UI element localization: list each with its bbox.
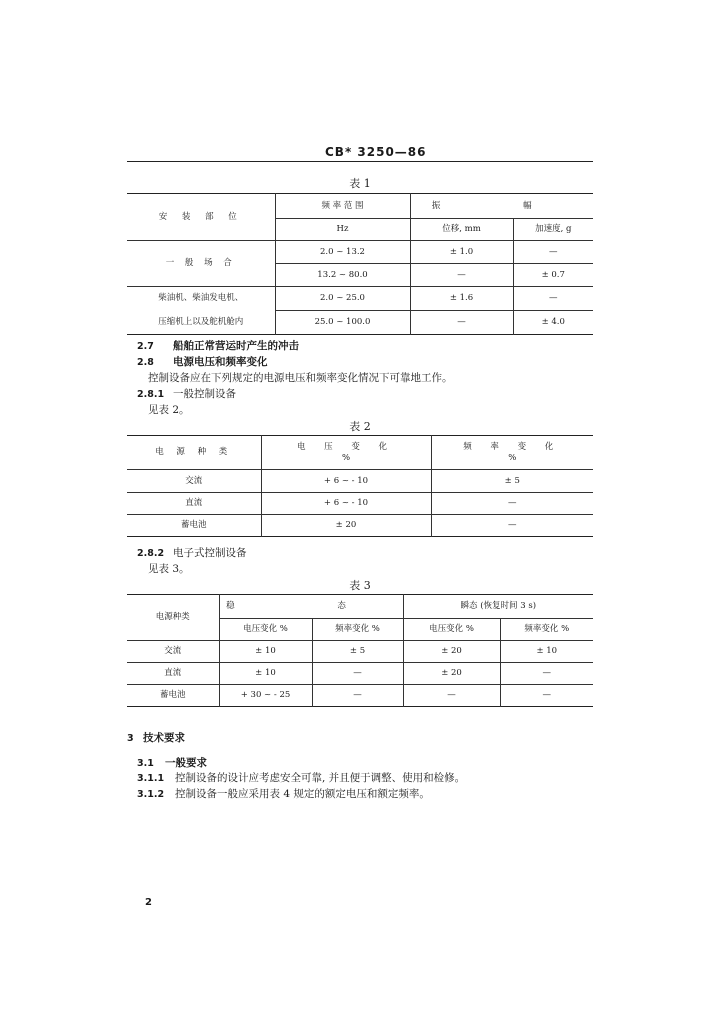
page-number: 2 [145, 897, 152, 908]
section-2-8 [137, 354, 268, 369]
table1-location-engine: 柴油机、柴油发电机、 [127, 287, 275, 311]
table-2 [127, 435, 593, 537]
table-row [127, 515, 593, 537]
table1-cell: — [513, 241, 593, 264]
table1-cell: — [410, 311, 513, 335]
table3-header-type: 电源种类 [127, 595, 219, 641]
table3-cell: 蓄电池 [127, 685, 219, 707]
table2-header-frequency [431, 436, 593, 470]
table3-cell: — [500, 663, 593, 685]
table1-header-freq-unit: Hz [275, 219, 410, 241]
table3-cell: — [312, 685, 403, 707]
table1-cell: ± 1.0 [410, 241, 513, 264]
table1-cell: 2.0 ~ 25.0 [275, 287, 410, 311]
section-number: 2.7 [137, 341, 154, 352]
table3-caption: 表 3 [349, 579, 371, 592]
table2-caption: 表 2 [349, 420, 371, 433]
table1-location-compressor: 压缩机上以及舵机舱内 [127, 311, 275, 335]
table1-header-freq: 频 率 范 围 [275, 194, 410, 219]
table2-cell: + 6 ~ - 10 [261, 470, 431, 493]
table2-header-voltage-label: 电 压 变 化 [296, 441, 396, 452]
section-number: 3.1 [137, 758, 154, 769]
section-3 [127, 730, 185, 745]
section-number: 2.8.2 [137, 548, 165, 559]
section-2-8-1 [137, 386, 236, 401]
table1-cell: — [410, 264, 513, 287]
table3-cell: 交流 [127, 641, 219, 663]
table-row [127, 311, 593, 335]
table3-header-steady-frequency: 频率变化 % [312, 619, 403, 641]
section-3-1-2 [137, 786, 430, 801]
table3-cell: ± 20 [403, 663, 500, 685]
section-text: 控制设备一般应采用表 4 规定的额定电压和额定频率。 [175, 788, 430, 800]
section-title: 技术要求 [143, 732, 185, 744]
table3-cell: ± 10 [219, 641, 312, 663]
table-row [127, 685, 593, 707]
section-3-1-1 [137, 770, 465, 785]
section-title: 电源电压和频率变化 [173, 356, 268, 368]
table3-header-steady: 稳 态 [219, 595, 403, 619]
table1-cell: — [513, 287, 593, 311]
table3-header-transient-frequency: 频率变化 % [500, 619, 593, 641]
table1-header-acceleration: 加速度, g [513, 219, 593, 241]
table1-cell: ± 1.6 [410, 287, 513, 311]
table-row [127, 287, 593, 311]
section-number: 2.8 [137, 357, 154, 368]
table2-cell: + 6 ~ - 10 [261, 493, 431, 515]
table1-cell: 25.0 ~ 100.0 [275, 311, 410, 335]
table2-cell: 蓄电池 [127, 515, 261, 537]
section-title: 一般控制设备 [173, 388, 236, 400]
section-number: 3.1.1 [137, 773, 165, 784]
table1-cell: ± 0.7 [513, 264, 593, 287]
table3-cell: 直流 [127, 663, 219, 685]
section-title: 一般要求 [165, 757, 207, 769]
section-title: 船舶正常营运时产生的冲击 [173, 340, 299, 352]
section-number: 2.8.1 [137, 389, 165, 400]
section-number: 3.1.2 [137, 789, 165, 800]
table2-header-frequency-label: 频 率 变 化 [463, 441, 562, 452]
table1-cell: ± 4.0 [513, 311, 593, 335]
section-2-8-2-body: 见表 3。 [148, 563, 190, 575]
table1-header-location: 安 装 部 位 [127, 194, 275, 241]
table3-cell: — [403, 685, 500, 707]
table3-cell: ± 10 [500, 641, 593, 663]
table2-cell: 交流 [127, 470, 261, 493]
header-rule [127, 161, 593, 162]
table1-caption: 表 1 [349, 177, 371, 190]
table-row [127, 641, 593, 663]
section-number: 3 [127, 733, 134, 744]
table-row [127, 493, 593, 515]
table2-header-type: 电 源 种 类 [127, 436, 261, 470]
table1-header-displacement: 位移, mm [410, 219, 513, 241]
table2-cell: ± 5 [431, 470, 593, 493]
section-2-8-2 [137, 545, 247, 560]
table3-header-transient: 瞬态 (恢复时间 3 s) [403, 595, 593, 619]
table-row [127, 241, 593, 264]
table-row [127, 470, 593, 493]
section-text: 控制设备的设计应考虑安全可靠, 并且便于调整、使用和检修。 [175, 772, 466, 784]
section-2-8-body: 控制设备应在下列规定的电源电压和频率变化情况下可靠地工作。 [148, 372, 453, 384]
section-2-8-1-body: 见表 2。 [148, 404, 190, 416]
table1-cell: 2.0 ~ 13.2 [275, 241, 410, 264]
table2-cell: ± 20 [261, 515, 431, 537]
table3-cell: ± 10 [219, 663, 312, 685]
table2-header-frequency-unit: % [508, 452, 517, 463]
table3-cell: ± 20 [403, 641, 500, 663]
table3-cell: — [500, 685, 593, 707]
section-3-1 [137, 755, 207, 770]
table2-cell: 直流 [127, 493, 261, 515]
table-1 [127, 193, 593, 335]
table-3 [127, 594, 593, 707]
table3-cell: ± 5 [312, 641, 403, 663]
table3-cell: + 30 ~ - 25 [219, 685, 312, 707]
document-code: CB* 3250—86 [325, 145, 427, 159]
table1-header-amplitude: 振 幅 [410, 194, 593, 219]
table2-header-voltage-unit: % [341, 452, 351, 463]
table3-header-steady-voltage: 电压变化 % [219, 619, 312, 641]
table-row [127, 663, 593, 685]
table1-location-general: 一 般 场 合 [127, 241, 275, 287]
table3-header-transient-voltage: 电压变化 % [403, 619, 500, 641]
section-2-7 [137, 338, 299, 353]
section-title: 电子式控制设备 [173, 547, 247, 559]
table2-cell: — [431, 493, 593, 515]
table2-header-voltage [261, 436, 431, 470]
table3-cell: — [312, 663, 403, 685]
table1-cell: 13.2 ~ 80.0 [275, 264, 410, 287]
table2-cell: — [431, 515, 593, 537]
